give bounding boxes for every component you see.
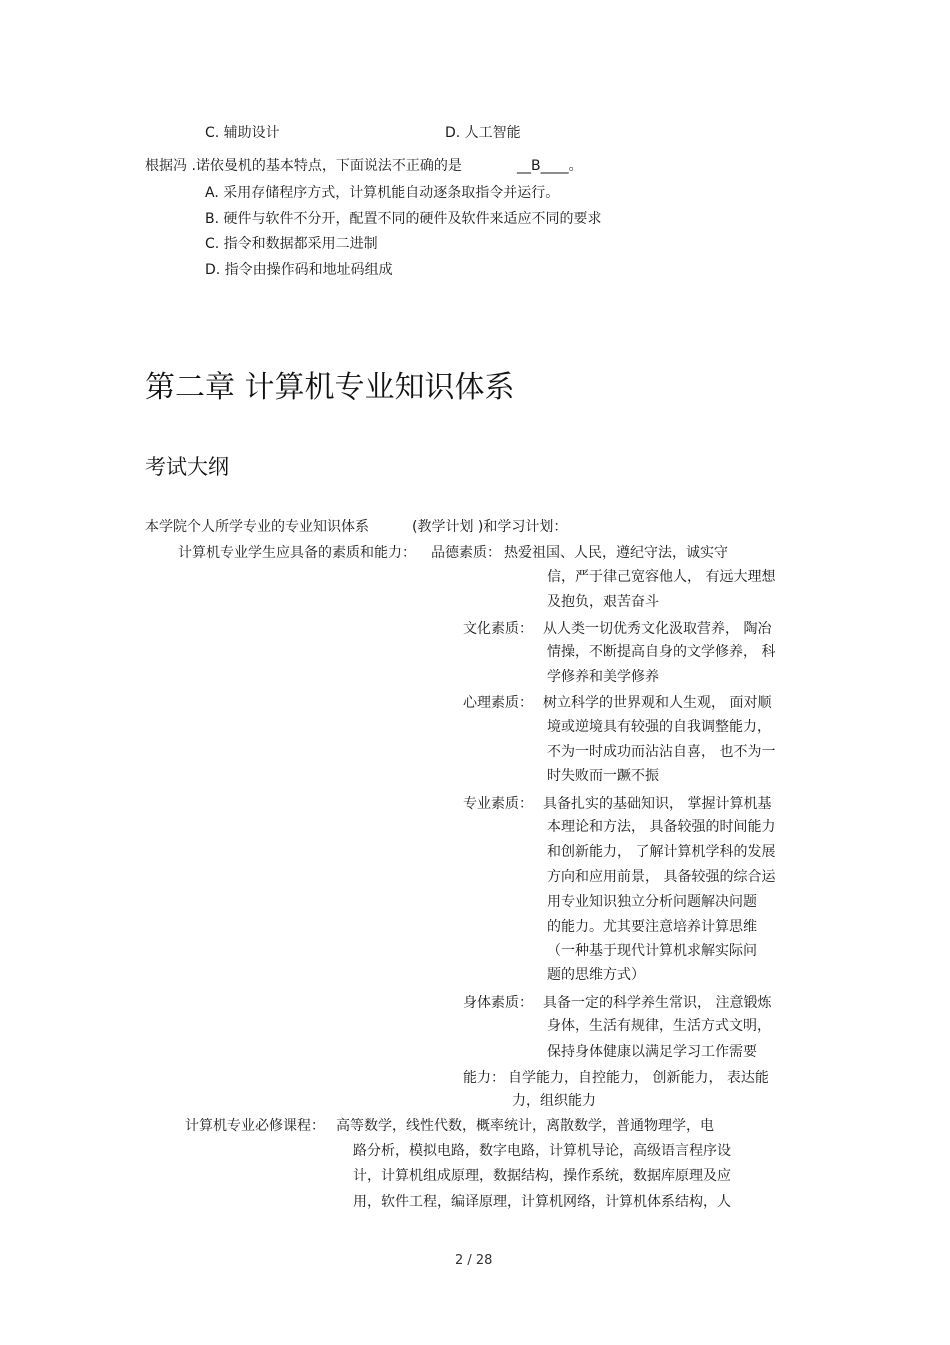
question-answer: __B____。 (517, 158, 583, 174)
prof-line: 具备扎实的基础知识， 掌握计算机基 (543, 796, 772, 812)
courses-line: 计，计算机组成原理，数据结构，操作系统，数据库原理及应 (353, 1168, 731, 1184)
prof-line: （一种基于现代计算机求解实际问 (547, 943, 757, 959)
moral-label: 品德素质： (431, 545, 501, 561)
option-d: D. 人工智能 (445, 125, 521, 141)
psych-line: 时失败而一蹶不振 (547, 768, 659, 784)
body-line: 保持身体健康以满足学习工作需要 (547, 1044, 757, 1060)
moral-line: 热爱祖国、人民，遵纪守法，诚实守 (504, 545, 728, 561)
question-option-a: A. 采用存储程序方式，计算机能自动逐条取指令并运行。 (205, 185, 560, 201)
prof-line: 方向和应用前景， 具备较强的综合运 (547, 869, 776, 885)
courses-line: 路分析，模拟电路，数字电路，计算机导论，高级语言程序设 (353, 1143, 731, 1159)
culture-label: 文化素质： (463, 621, 533, 637)
prof-line: 的能力。尤其要注意培养计算思维 (547, 919, 757, 935)
prof-line: 和创新能力， 了解计算机学科的发展 (547, 844, 776, 860)
intro-paren: (教学计划 )和学习计划： (412, 519, 568, 535)
ability-line: 自学能力，自控能力， 创新能力， 表达能 (508, 1070, 769, 1086)
body-line: 具备一定的科学养生常识， 注意锻炼 (543, 995, 772, 1011)
ability-line: 力，组织能力 (512, 1093, 596, 1109)
moral-line: 及抱负，艰苦奋斗 (547, 594, 659, 610)
option-c: C. 辅助设计 (205, 125, 280, 141)
page-number: 2 / 28 (455, 1253, 493, 1268)
psych-line: 树立科学的世界观和人生观， 面对顺 (543, 695, 772, 711)
courses-label: 计算机专业必修课程： (185, 1118, 325, 1134)
culture-line: 从人类一切优秀文化汲取营养， 陶冶 (543, 621, 772, 637)
prof-label: 专业素质： (463, 796, 533, 812)
chapter-title: 第二章 计算机专业知识体系 (145, 370, 515, 405)
culture-line: 情操，不断提高自身的文学修养， 科 (547, 644, 776, 660)
qualities-heading: 计算机专业学生应具备的素质和能力： (178, 545, 416, 561)
psych-label: 心理素质： (463, 695, 533, 711)
body-line: 身体，生活有规律，生活方式文明， (547, 1018, 771, 1034)
question-option-c: C. 指令和数据都采用二进制 (205, 236, 378, 252)
moral-line: 信，严于律己宽容他人， 有远大理想 (547, 569, 776, 585)
prof-line: 本理论和方法， 具备较强的时间能力 (547, 819, 776, 835)
culture-line: 学修养和美学修养 (547, 669, 659, 685)
body-label: 身体素质： (463, 995, 533, 1011)
section-title: 考试大纲 (145, 455, 229, 479)
psych-line: 境或逆境具有较强的自我调整能力， (547, 719, 771, 735)
question-option-b: B. 硬件与软件不分开，配置不同的硬件及软件来适应不同的要求 (205, 211, 602, 227)
courses-line: 用，软件工程，编译原理，计算机网络，计算机体系结构，人 (353, 1194, 731, 1210)
intro-lead: 本学院个人所学专业的专业知识体系 (145, 519, 369, 535)
courses-line: 高等数学，线性代数，概率统计，离散数学，普通物理学，电 (336, 1118, 714, 1134)
question-stem: 根据冯 .诺依曼机的基本特点，下面说法不正确的是 (145, 158, 462, 174)
question-option-d: D. 指令由操作码和地址码组成 (205, 262, 393, 278)
psych-line: 不为一时成功而沾沾自喜， 也不为一 (547, 744, 776, 760)
ability-label: 能力： (463, 1070, 505, 1086)
prof-line: 用专业知识独立分析问题解决问题 (547, 894, 757, 910)
prof-line: 题的思维方式） (547, 967, 645, 983)
